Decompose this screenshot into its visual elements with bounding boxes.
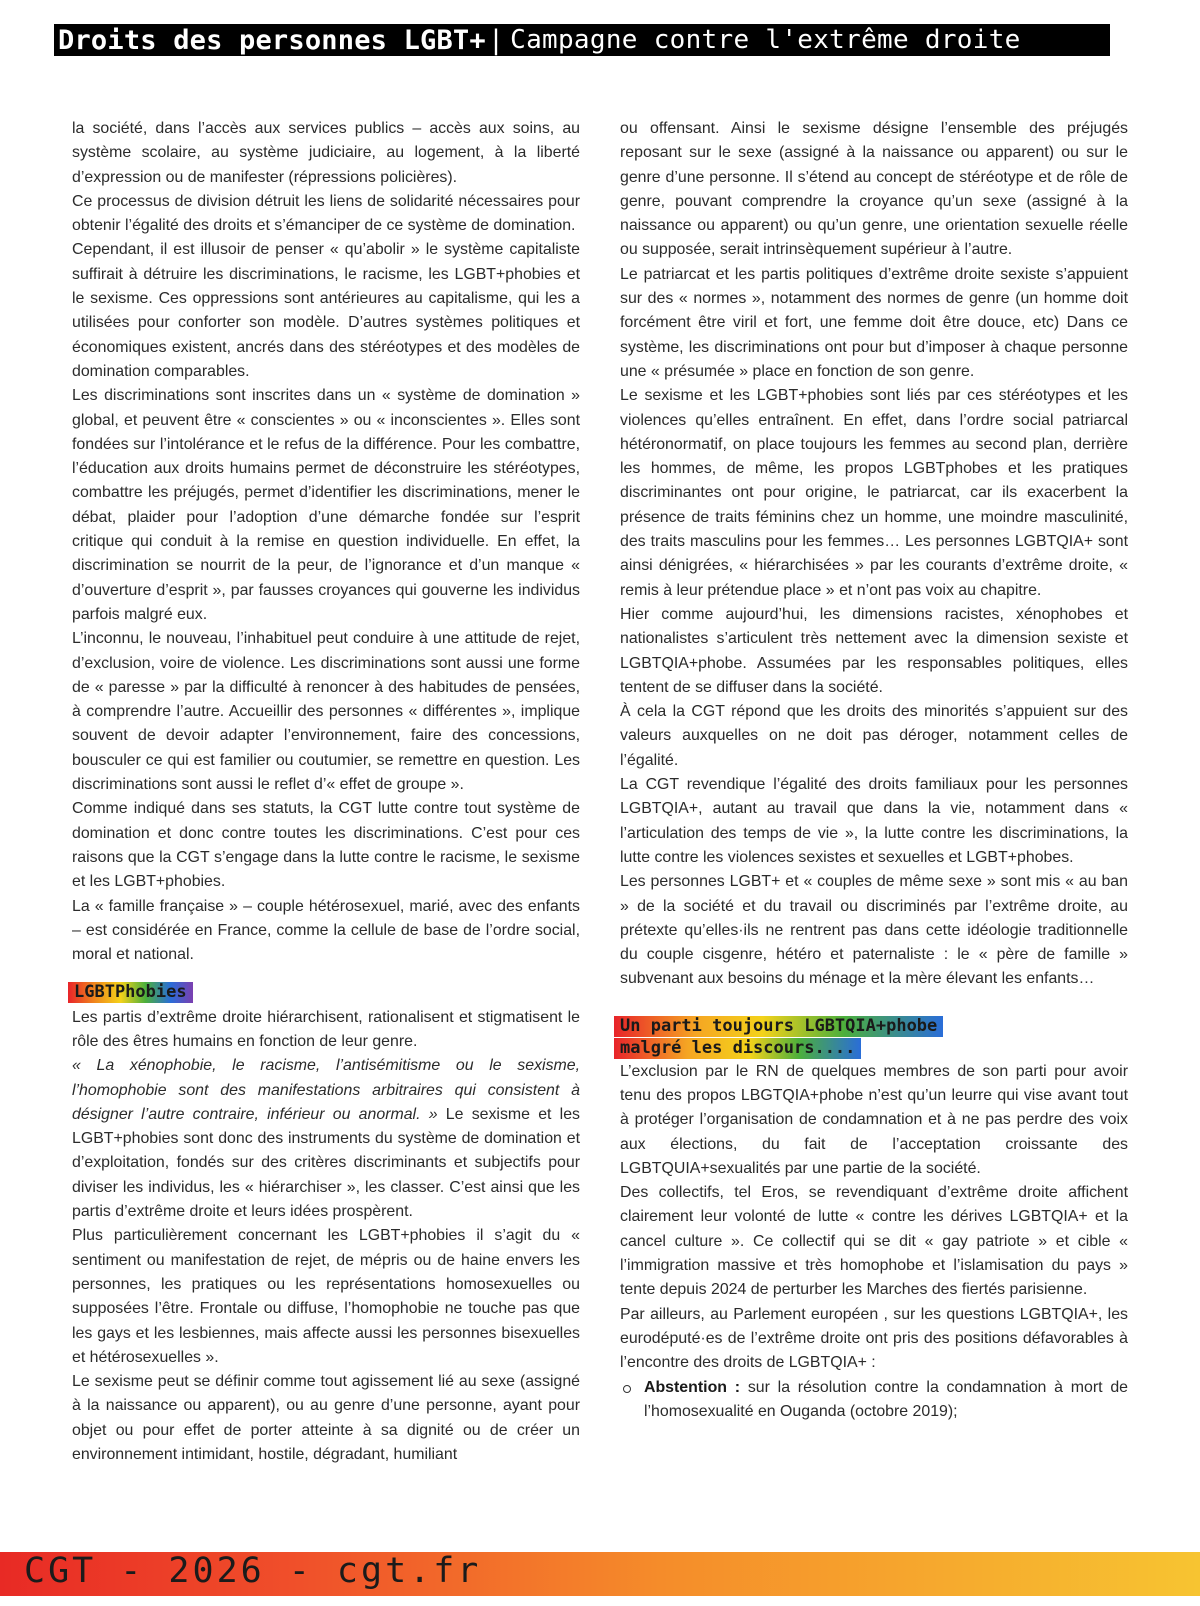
- paragraph: Ce processus de division détruit les liens de solidarité nécessaires pour obtenir l’égalité des droits et s’émanciper de ce système de domination.: [72, 192, 580, 235]
- paragraph: Plus particulièrement concernant les LGBT+phobies il s’agit du « sentiment ou manifestation de rejet, de mépris ou de haine envers les personnes, les pratiques ou les représentations homosexuelles ou supposées l’être. Frontale ou diffuse, l’homophobie ne touche pas que les gays et les lesbiennes, mais affecte aussi les personnes bisexuelles et hétérosexuelles ».: [72, 1227, 580, 1366]
- paragraph: Comme indiqué dans ses statuts, la CGT lutte contre tout système de domination et donc contre toutes les discriminations. C’est pour ces raisons que la CGT s’engage dans la lutte contre le racisme, le sexisme et les LGBT+phobies.: [72, 800, 580, 891]
- paragraph: La « famille française » – couple hétérosexuel, marié, avec des enfants – est considérée en France, comme la cellule de base de l’ordre social, moral et national.: [72, 897, 580, 964]
- paragraph: Les partis d’extrême droite hiérarchisent, rationalisent et stigmatisent le rôle des êtres humains en fonction de leur genre.: [72, 1008, 580, 1050]
- paragraph: la société, dans l’accès aux services publics – accès aux soins, au système scolaire, au système judiciaire, au logement, à la liberté d’expression ou de manifester (répressions policières).: [72, 120, 580, 186]
- paragraph: ou offensant. Ainsi le sexisme désigne l’ensemble des préjugés reposant sur le sexe (assigné à la naissance ou apparent) ou sur le genre d’une personne. Il s’étend au concept de stéréotype et de rôle de genre, pouvant comprendre la croyance qu’un sexe (assigné à la naissance ou apparent) ou qu’un genre, une orientation sexuelle réelle ou supposée, serait intrinsèquement supérieur à l’autre.: [620, 120, 1128, 259]
- header-bar: [54, 24, 1110, 56]
- section-heading-label: LGBTPhobies: [68, 982, 193, 1003]
- section-heading-parti-lgbtqiaphobe: [614, 1016, 1128, 1059]
- paragraph: À cela la CGT répond que les droits des minorités s’appuient sur des valeurs auxquelles on ne doit pas déroger, notamment celles de l’égalité.: [620, 703, 1128, 769]
- paragraph: Des collectifs, tel Eros, se revendiquant d’extrême droite affichent clairement leur volonté de lutte « contre les dérives LGBTQIA+ et la cancel culture ». Ce collectif qui se dit « gay patriote » et cible « l’immigration massive et très homophobe et l’islamisation du pays » tente depuis 2024 de perturber les Marches des fiertés parisienne.: [620, 1184, 1128, 1299]
- bullet-list: [620, 1376, 1128, 1425]
- list-item: [620, 1376, 1128, 1425]
- quote-followup: Le sexisme et les LGBT+phobies sont donc des instruments du système de domination et d’exploitation, fondés sur des critères discriminants et subjectifs pour diviser les individus, les « hiérarchiser », les classer. C’est ainsi que les partis d’extrême droite et leurs idées prospèrent.: [72, 1105, 580, 1221]
- footer-text: CGT - 2026 - cgt.fr: [24, 1551, 482, 1591]
- paragraph: Hier comme aujourd’hui, les dimensions racistes, xénophobes et nationalistes s’articulent très nettement avec la dimension sexiste et LGBTQIA+phobe. Assumées par les responsables politiques, elles tentent de se diffuser dans la société.: [620, 605, 1128, 696]
- bullet-circle-icon: [623, 1385, 631, 1393]
- section-heading-line1: Un parti toujours LGBTQIA+phobe: [614, 1016, 943, 1037]
- paragraph: Cependant, il est illusoir de penser « qu’abolir » le système capitaliste suffirait à détruire les discriminations, le racisme, les LGBT+phobies et le sexisme. Ces oppressions sont antérieures au capitalisme, qui les a utilisées pour conforter son modèle. D’autres systèmes politiques et économiques existent, ancrés dans des stéréotypes et des modèles de domination comparables.: [72, 241, 580, 380]
- paragraph: Le sexisme peut se définir comme tout agissement lié au sexe (assigné à la naissance ou apparent), ou au genre d’une personne, ayant pour objet ou pour effet de porter atteinte à sa dignité ou de créer un environnement intimidant, hostile, dégradant, humiliant: [72, 1373, 580, 1464]
- bullet-label: Abstention :: [644, 1378, 741, 1396]
- header-title-right: Campagne contre l'extrême droite: [510, 25, 1021, 55]
- paragraph: L’inconnu, le nouveau, l’inhabituel peut conduire à une attitude de rejet, d’exclusion, voire de violence. Les discriminations sont aussi une forme de « paresse » par la difficulté à renoncer à des habitudes de pensées, à comprendre l’autre. Accueillir des personnes « différentes », implique souvent de devoir adapter l’environnement, faire des concessions, bousculer ce qui est familier ou coutumier, se remettre en question. Les discriminations sont aussi le reflet d’« effet de groupe ».: [72, 630, 580, 794]
- paragraph: La CGT revendique l’égalité des droits familiaux pour les personnes LGBTQIA+, autant au travail que dans la vie, notamment dans « l’articulation des temps de vie », la lutte contre les discriminations, la lutte contre les violences sexistes et sexuelles et LGBT+phobes.: [620, 776, 1128, 866]
- quote-paragraph: [72, 1054, 580, 1224]
- paragraph: Les discriminations sont inscrites dans un « système de domination » global, et peuvent être « conscientes » ou « inconscientes ». Elles sont fondées sur l’intolérance et le refus de la différence. Pour les combattre, l’éducation aux droits humains permet de déconstruire les stéréotypes, combattre les préjugés, permet d’identifier les discriminations, mener le débat, plaider pour l’adoption d’une démarche fondée sur l’esprit critique qui conduit à la remise en question individuelle. En effet, la discrimination se nourrit de la peur, de l’ignorance et d’un manque « d’ouverture d’esprit », par fausses croyances qui gouverne les individus parfois malgré eux.: [72, 387, 580, 623]
- left-column: [72, 117, 580, 1467]
- quote-text: « La xénophobie, le racisme, l’antisémitisme ou le sexisme, l’homophobie sont des manifestations arbitraires qui consistent à désigner l’autre contraire, inférieur ou anormal. »: [72, 1057, 580, 1123]
- header-title-left: Droits des personnes LGBT+: [58, 24, 486, 56]
- section-heading-line2: malgré les discours....: [614, 1038, 861, 1059]
- paragraph: Le sexisme et les LGBT+phobies sont liés par ces stéréotypes et les violences qu’elles entraînent. En effet, dans l’ordre social patriarcal hétéronormatif, on place toujours les femmes au second plan, derrière les hommes, de même, les propos LGBTphobes et les pratiques discriminantes ont pour origine, le patriarcat, car ils exacerbent la présence de traits féminins chez un homme, une moindre masculinité, des traits masculins pour les femmes… Les personnes LGBTQIA+ sont ainsi dénigrées, « hiérarchisées » par les courants d’extrême droite, « remis à leur prétendue place » et n’ont pas voix au chapitre.: [620, 387, 1128, 599]
- section-heading-lgbtphobies: [68, 981, 580, 1005]
- paragraph: Les personnes LGBT+ et « couples de même sexe » sont mis « au ban » de la société et du travail ou discriminés par l’extrême droite, au prétexte qu’elles·ils ne rentrent pas dans cette idéologie traditionnelle du couple cisgenre, hétéro et paternaliste : le « père de famille » subvenant aux besoins du ménage et la mère élevant les enfants…: [620, 873, 1128, 988]
- bullet-text: sur la résolution contre la condamnation à mort de l’homosexualité en Ouganda (octobre 2019);: [644, 1378, 1129, 1420]
- right-column: [620, 117, 1128, 1424]
- paragraph: L’exclusion par le RN de quelques membres de son parti pour avoir tenu des propos LBGTQIA+phobe n’est qu’un leurre qui vise avant tout à protéger l’organisation de condamnation et à ne pas perdre des voix aux élections, du fait de l’acceptation croissante des LGBTQUIA+sexualités par une partie de la société.: [620, 1062, 1128, 1177]
- header-separator: |: [487, 24, 505, 56]
- paragraph: Le patriarcat et les partis politiques d’extrême droite sexiste s’appuient sur des « normes », notamment des normes de genre (un homme doit forcément être viril et fort, une femme doit être douce, etc) Dans ce système, les discriminations ont pour but d’imposer à chaque personne une « présumée » place en fonction de son genre.: [620, 265, 1128, 380]
- paragraph: Par ailleurs, au Parlement européen , sur les questions LGBTQIA+, les eurodéputé·es de l’extrême droite ont pris des positions défavorables à l’encontre des droits de LGBTQIA+ :: [620, 1305, 1128, 1372]
